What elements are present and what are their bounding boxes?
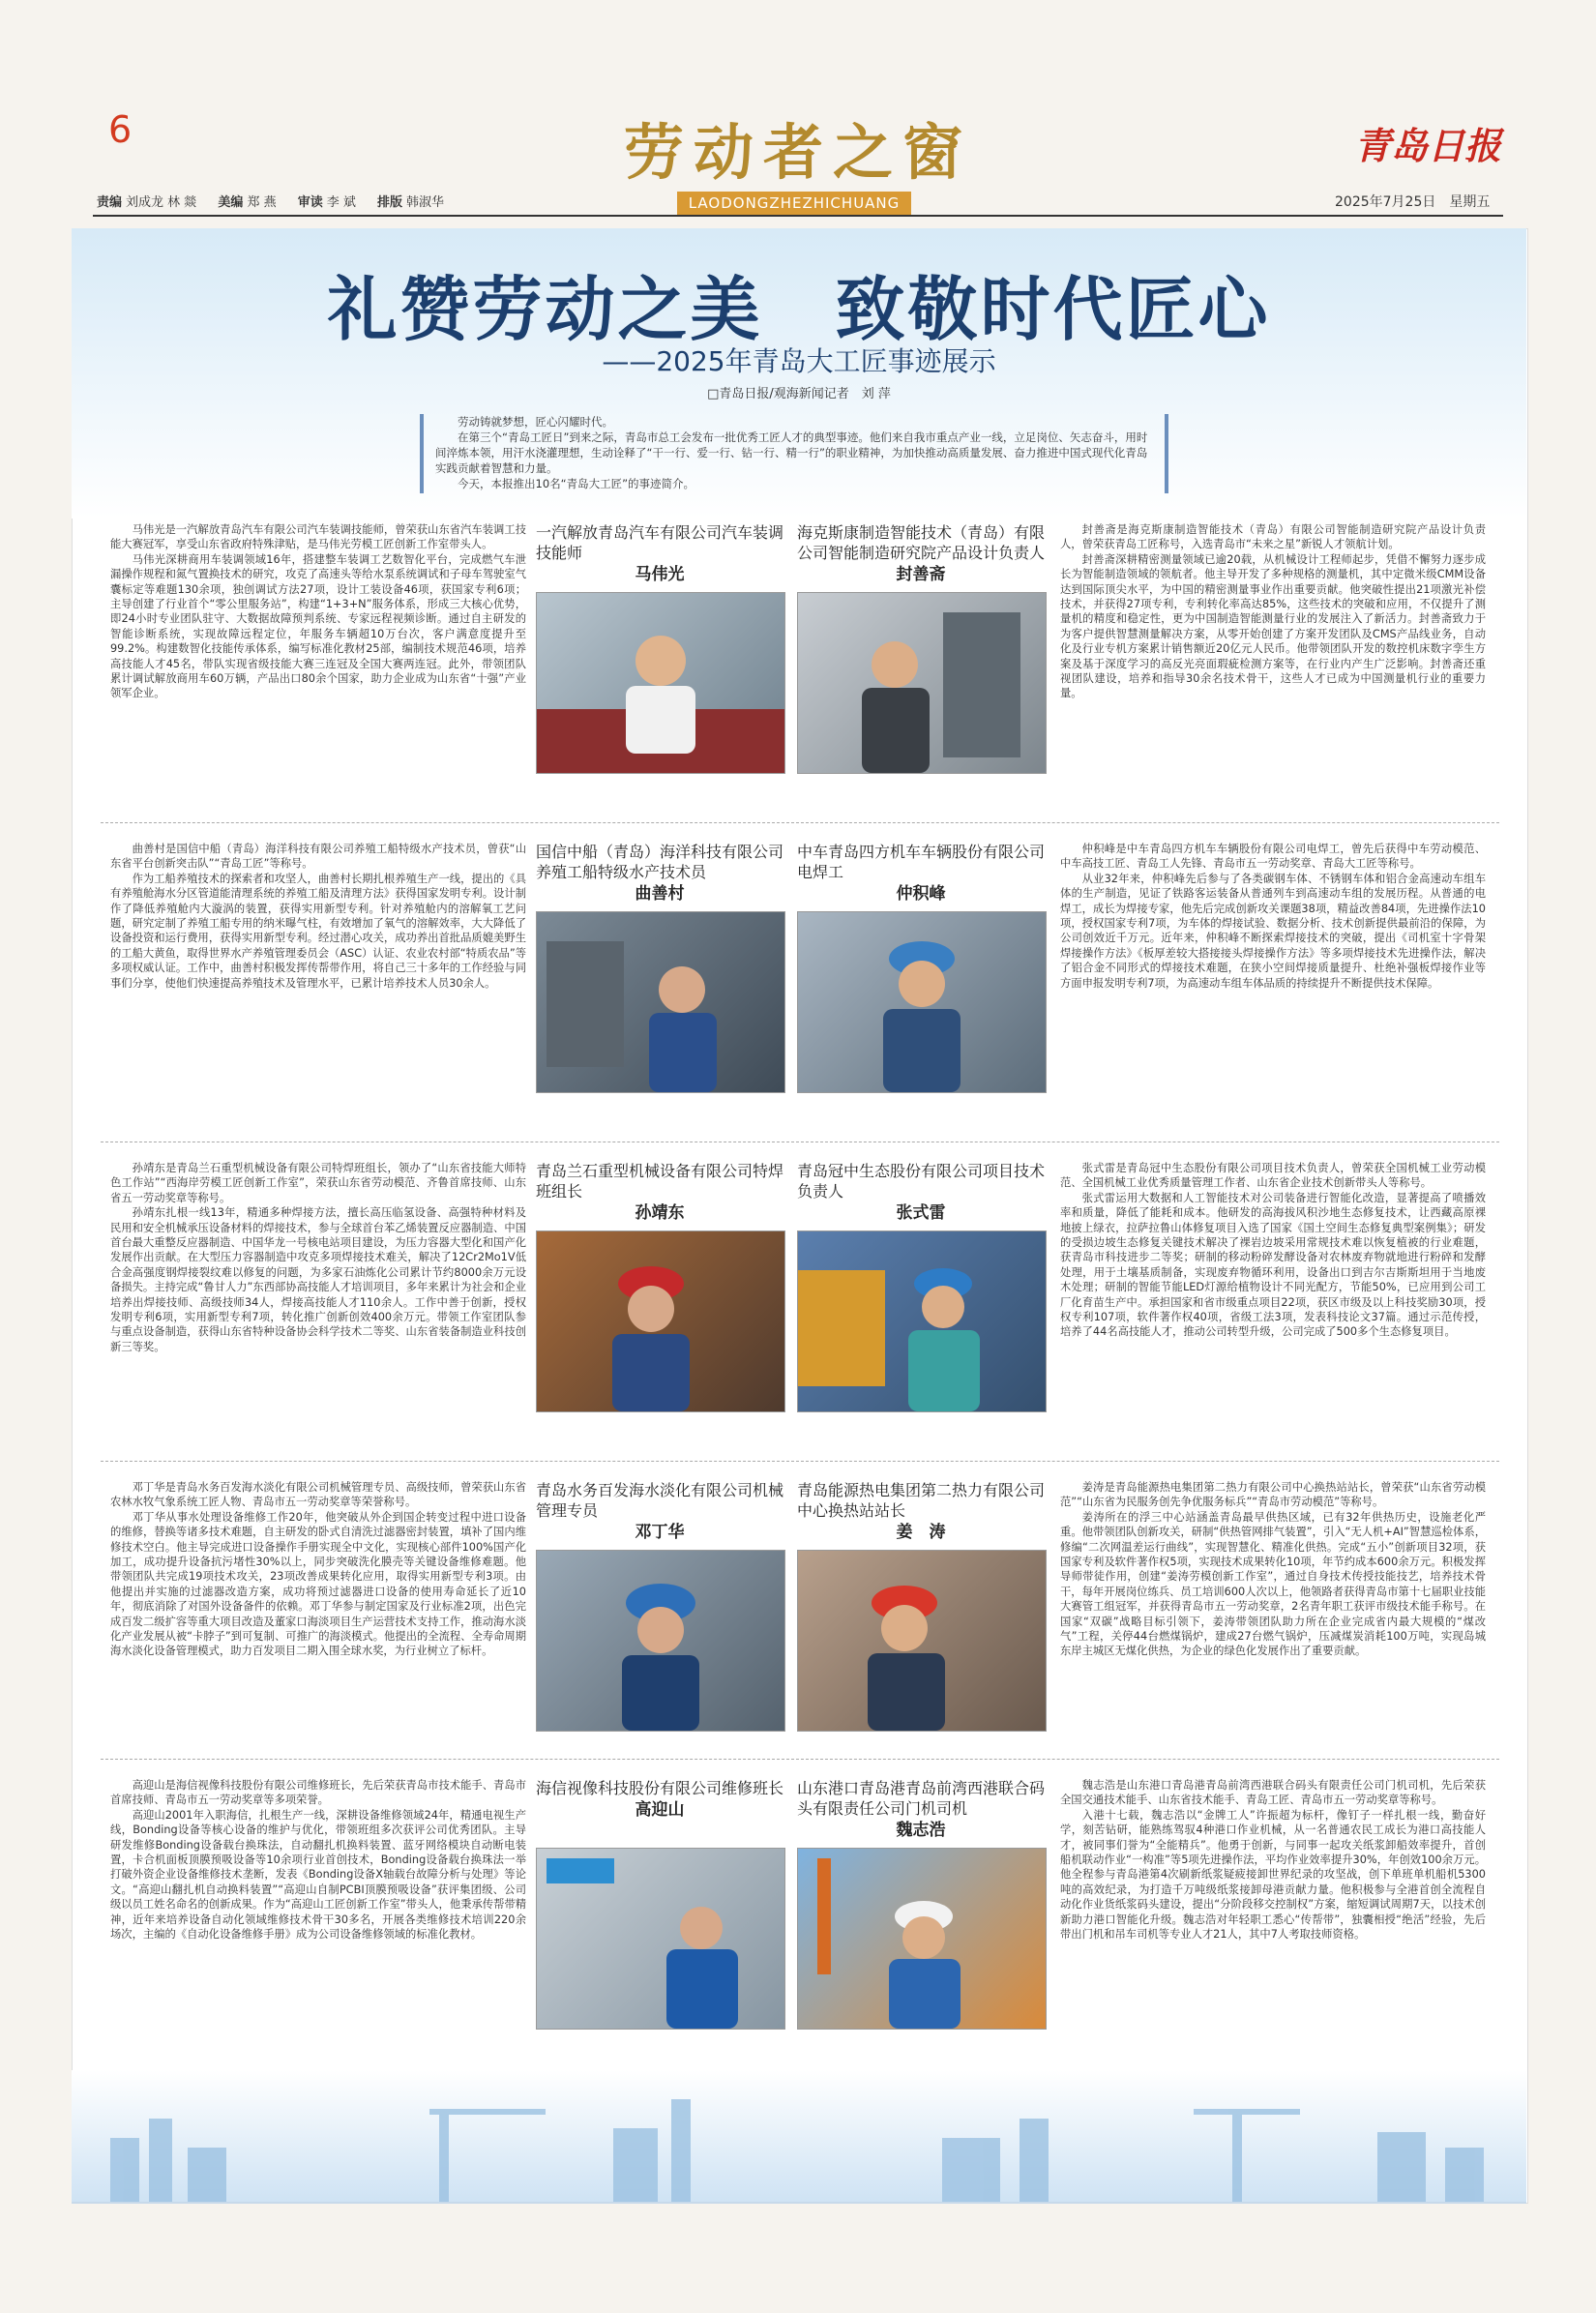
profile-row (81, 832, 1519, 1142)
worker-photo (797, 1848, 1047, 2030)
footer-rule (72, 2202, 1526, 2204)
profile-title-left: 青岛水务百发海水淡化有限公司机械管理专员 邓丁华 (536, 1481, 784, 1542)
profile-row (81, 513, 1519, 822)
profile-title-left: 一汽解放青岛汽车有限公司汽车装调技能师 马伟光 (536, 523, 784, 584)
profile-text-left: 高迎山是海信视像科技股份有限公司维修班长，先后荣获青岛市技术能手、青岛市首席技师、青岛市五一劳动奖章等多项荣誉。 高迎山2001年入职海信，扎根生产一线，深耕设备维修领域24年，精通电视生产线，Bonding设备等核心设备的维护与优化，带领班组多次获评公司优秀团队。主导研发维修Bonding设备载台换珠法，自动翻扎机换料装置、蓝牙网络模块自动断电装置，卡合机面板顶膜预吸设备等10余项行业首创技术，Bonding设备载台换珠法一举打破外资企业设备维修技术垄断，发表《Bonding设备X轴载台故障分析与处理》等论文。“高迎山翻扎机自动换料装置”“高迎山自制PCBI顶膜预吸设备”获评集团级、公司级以员工姓名命名的创新成果。作为“高迎山工匠创新工作室”带头人，他秉承传帮带精神，近年来培养设备自动化领域维修技术骨干30多名，开展各类维修技术培训220余场次，主编的《自动化设备维修手册》成为公司设备维修领域的标准化教材。 (110, 1779, 526, 1942)
profile-text-right: 封善斋是海克斯康制造智能技术（青岛）有限公司智能制造研究院产品设计负责人，曾荣获青岛工匠称号，入选青岛市“未来之星”新锐人才领航计划。 封善斋深耕精密测量领域已逾20载，从机械设计工程师起步，凭借不懈努力逐步成长为智能制造领域的领航者。他主导开发了多种规格的测量机，其中定微米级CMM设备达到国际顶尖水平，为中国的精密测量事业作出重要贡献。他突破性提出21项激光补偿技术，并获得27项专利，专利转化率高达85%，这些技术的突破和应用，不仅提升了测量机的精度和稳定性，更为中国制造智能测量行业的发展注入了新活力。封善斋致力于为客户提供智慧测量解决方案，从零开始创建了方案开发团队及CMS产品线业务，自动化及行业专机方案累计销售额近20亿元人民币。他带领团队开发的数控机床数字孪生方案及基于深度学习的高反光亮面瑕疵检测方案等，在行业内产生广泛影响。封善斋还重视团队建设，培养和指导30余名技术骨干，这些人才已成为中国测量机行业的重要力量。 (1060, 523, 1486, 700)
dateline: 2025年7月25日 星期五 (1335, 194, 1491, 210)
column-pinyin: LAODONGZHEZHICHUANG (677, 192, 911, 215)
profile-title-left: 青岛兰石重型机械设备有限公司特焊班组长 孙靖东 (536, 1162, 784, 1223)
editor-credits: 责编 刘成龙 林 燚 美编 郑 燕 审读 李 斌 排版 韩淑华 (97, 195, 445, 210)
worker-photo (797, 592, 1047, 774)
profile-title-right: 海克斯康制造智能技术（青岛）有限公司智能制造研究院产品设计负责人 封善斋 (797, 523, 1046, 584)
profile-text-left: 邓丁华是青岛水务百发海水淡化有限公司机械管理专员、高级技师，曾荣获山东省农林水牧气象系统工匠人物、青岛市五一劳动奖章等荣誉称号。 邓丁华从事水处理设备维修工作20年，他突破从外企到国企转变过程中进口设备的维修，替换等诸多技术难题，自主研发的卧式自清洗过滤器密封装置，填补了国内维修技术空白。他主导完成进口设备操作手册实现全中文化，实现核心部件100%国产化加工，成功提升设备抗污堵性30%以上，同步突破洗化膜壳等关键设备维修难题。他带领团队共完成19项技术攻关，23项改善成果转化应用，取得实用新型专利3项。由他提出并实施的过滤器改造方案，成功将预过滤器进口设备的使用寿命延长了近10年，彻底消除了对国外设备备件的依赖。邓丁华参与制定国家及行业标准2项，出色完成百发二级扩容等重大项目改造及董家口海淡项目生产运营技术支持工作，推动海水淡化产业发展从被“卡脖子”到可复制、可推广的海淡模式。他提出的全流程、全寿命周期海水淡化设备管理模式，助力百发项目二期入围全球水奖，为行业树立了标杆。 (110, 1481, 526, 1658)
page-number: 6 (108, 108, 133, 151)
profile-text-right: 仲积峰是中车青岛四方机车车辆股份有限公司电焊工，曾先后获得中车劳动模范、中车高技工匠、青岛工人先锋、青岛市五一劳动奖章、青岛大工匠等称号。 从业32年来，仲积峰先后参与了各类碳钢车体、不锈钢车体和铝合金高速动车组车体的生产制造，见证了铁路客运装备从普通列车到高速动车组的发展历程。从普通的电焊工，成长为焊接专家，他先后完成创新攻关课题38项，精益改善84项，先进操作法10项，授权国家专利7项，为车体的焊接试验、数据分析、技术创新提供最前沿的保障，为公司创效近千万元。近年来，仲积峰不断探索焊接技术的突破，提出《司机室十字骨架焊接操作方法》《板厚差较大搭接接头焊接操作方法》等多项焊接技术先进操作法，解决了铝合金不同形式的焊接技术难题，在狭小空间焊接质量提升、杜绝补强板焊接作业等方面申报发明专利7项，为高速动车组车体品质的持续提升不断提供技术保障。 (1060, 843, 1486, 990)
profile-title-left: 海信视像科技股份有限公司维修班长 高迎山 (536, 1779, 784, 1820)
worker-photo (797, 1550, 1047, 1732)
newspaper-logo: 青岛日报 (1354, 124, 1502, 167)
profile-text-left: 曲善村是国信中船（青岛）海洋科技有限公司养殖工船特级水产技术员，曾获“山东省平台创新突击队”“青岛工匠”等称号。 作为工船养殖技术的探索者和攻坚人，曲善村长期扎根养殖生产一线，提出的《具有养殖舱海水分区管道能清理系统的养殖工船及清理方法》获得国家发明专利。设计制作了降低养殖舱内大漩涡的装置，获得实用新型专利。针对养殖舱内的溶解氧工艺问题，研究定制了养殖工船专用的纳米曝气柱，有效增加了氧气的溶解效率，大大降低了设备投资和运行费用，获得实用新型专利。经过潜心攻关，成功养出首批品质媲美野生的工船大黄鱼，取得世界水产养殖管理委员会（ASC）认证、农业农村部“特质农品”等多项权威认证。工作中，曲善村积极发挥传帮带作用，将自己三十多年的工作经验与同事们分享，使他们快速提高养殖技术及管理水平，已累计培养技术人员30余人。 (110, 843, 526, 990)
row-divider (101, 1461, 1499, 1462)
intro-left-bar (420, 414, 424, 493)
profile-text-left: 孙靖东是青岛兰石重型机械设备有限公司特焊班组长，领办了“山东省技能大师特色工作站”“西海岸劳模工匠创新工作室”，荣获山东省劳动模范、齐鲁首席技师、山东省五一劳动奖章等称号。 孙靖东扎根一线13年，精通多种焊接方法，擅长高压临氢设备、高强特种材料及民用和安全机械承压设备材料的焊接技术，参与全球首台苯乙烯装置反应器制造、中国首台最大重整反应器制造、中国华龙一号核电站项目建设，为压力容器大型化和国产化发展作出贡献。在大型压力容器制造中攻克多项焊接技术难关，解决了12Cr2Mo1V低合金高强度钢焊接裂纹难以修复的问题，为多家石油炼化公司累计节约8000余万元设备损失。主持完成“鲁甘人力”东西部协高技能人才培训项目，多年来累计为社会和企业培养出焊接技师、高级技师34人，焊接高技能人才110余人。工作中善于创新，授权发明专利6项，实用新型专利7项，转化推广创新创效400余万元。带领工作室团队参与重点设备制造，获得山东省特种设备协会科学技术二等奖、山东省装备制造业科技创新三等奖。 (110, 1162, 526, 1353)
intro-right-bar (1165, 414, 1168, 493)
article-byline: □青岛日报/观海新闻记者 刘 萍 (707, 387, 891, 401)
worker-photo (536, 1550, 785, 1732)
header-rule (93, 215, 1503, 217)
worker-photo (797, 1231, 1047, 1412)
worker-photo (536, 1848, 785, 2030)
profile-title-right: 青岛冠中生态股份有限公司项目技术负责人 张式雷 (797, 1162, 1046, 1223)
profile-title-right: 青岛能源热电集团第二热力有限公司中心换热站站长 姜 涛 (797, 1481, 1046, 1542)
row-divider (101, 1759, 1499, 1760)
profile-text-right: 张式雷是青岛冠中生态股份有限公司项目技术负责人，曾荣获全国机械工业劳动模范、全国机械工业优秀质量管理工作者、山东省企业技术创新带头人等称号。 张式雷运用大数据和人工智能技术对公司装备进行智能化改造，显著提高了喷播效率和质量，降低了能耗和成本。他研发的高海拔风积沙地生态修复技术，让西藏高原裸地披上绿衣，拉萨拉鲁山体修复项目入选了国家《国土空间生态修复典型案例集》；研发的受损边坡生态修复关键技术解决了裸岩边坡采用常规技术难以恢复植被的行业难题，获青岛市科技进步二等奖；研制的移动粉碎发酵设备对农林废弃物就地进行粉碎和发酵处理，用于土壤基质制备，实现废弃物循环利用，设备出口到吉尔吉斯斯坦用于当地废木处理；研制的智能节能LED灯源给植物设计不同光配方，节能50%，已应用到公司工厂化育苗生产中。承担国家和省市级重点项目22项，获区市级及以上科技奖励30项，授权专利107项，软件著作权40项，省级工法3项，发表科技论文37篇。通过示范传授，培养了44名高技能人才，推动公司转型升级，公司完成了500多个生态修复项目。 (1060, 1162, 1486, 1339)
worker-photo (536, 592, 785, 774)
profile-row (81, 1151, 1519, 1461)
row-divider (101, 822, 1499, 823)
profile-text-right: 魏志浩是山东港口青岛港青岛前湾西港联合码头有限责任公司门机司机，先后荣获全国交通技术能手、山东省技术能手、青岛工匠、青岛市五一劳动奖章等称号。 入港十七载，魏志浩以“金牌工人”许振超为标杆，像钉子一样扎根一线，勤奋好学，刻苦钻研，能熟练驾驭4种港口作业机械，从一名普通农民工成长为港口高技能人才，被同事们誉为“全能精兵”。他勇于创新，与同事一起攻关纸浆卸船效率提升，首创船机联动作业“一构准”等5项先进操作法，平均作业效率提升30%，年创效100余万元。他全程参与青岛港第4次刷新纸浆疑疲接卸世界纪录的攻坚战，创下单班单机船机5300吨的高效纪录，为打造千万吨级纸浆接卸母港贡献力量。他积极参与全港首创全流程自动化作业货纸浆码头建设，提出“分阶段移交控制权”方案，缩短调试周期7天，以技术创新助力港口智能化升级。魏志浩对年轻职工悉心“传帮带”，独囊相授“绝活”经验，先后带出门机和吊车司机等专业人才21人，其中7人考取技师资格。 (1060, 1779, 1486, 1942)
profile-title-left: 国信中船（青岛）海洋科技有限公司养殖工船特级水产技术员 曲善村 (536, 843, 784, 904)
profile-text-right: 姜涛是青岛能源热电集团第二热力有限公司中心换热站站长，曾荣获“山东省劳动模范”“山东省为民服务创先争优服务标兵”“青岛市劳动模范”等称号。 姜涛所在的浮三中心站涵盖青岛最早供热区域，已有32年供热历史，设施老化严重。他带领团队创新攻关，研制“供热管网排气装置”，引入“无人机+AI”智慧巡检体系，修编“二次网温差运行曲线”，实现智慧化、精准化供热。完成“五小”创新项目32项，获国家专利及软件著作权5项，实现技术成果转化10项，年节约成本600余万元。积极发挥导师带徒作用，创建“姜涛劳模创新工作室”，通过自身技术传授技能技艺，培养技术骨干，每年开展岗位练兵、员工培训600人次以上，他领路者获得青岛市第十七届职业技能大赛管工组冠军，并获得青岛市五一劳动奖章，2名青年职工获评市级技术能手称号。在国家“双碳”战略目标引领下，姜涛带领团队助力所在企业完成省内最大规模的“煤改气”工程，关停44台燃煤锅炉，建成27台燃气锅炉，压减煤炭消耗100万吨，实现岛城东岸主城区无煤化供热，为企业的绿色化发展作出了重要贡献。 (1060, 1481, 1486, 1658)
profile-title-right: 中车青岛四方机车车辆股份有限公司电焊工 仲积峰 (797, 843, 1046, 904)
worker-photo (797, 911, 1047, 1093)
profile-row (81, 1470, 1519, 1761)
profile-row (81, 1768, 1519, 2059)
column-title: 劳动者之窗 (623, 117, 972, 188)
article-headline: 礼赞劳动之美 致敬时代匠心 (327, 268, 1271, 350)
article-intro: 劳动铸就梦想，匠心闪耀时代。 在第三个“青岛工匠日”到来之际，青岛市总工会发布一批优秀工匠人才的典型事迹。他们来自我市重点产业一线，立足岗位、矢志奋斗，用时间淬炼本领，用汗水浇灌理想，生动诠释了“干一行、爱一行、钻一行、精一行”的职业精神，为加快推动高质量发展、奋力推进中国式现代化青岛实践贡献着智慧和力量。 今天，本报推出10名“青岛大工匠”的事迹简介。 (435, 415, 1148, 490)
worker-photo (536, 911, 785, 1093)
profile-title-right: 山东港口青岛港青岛前湾西港联合码头有限责任公司门机司机 魏志浩 (797, 1779, 1046, 1840)
skyline-decoration (72, 2070, 1526, 2202)
worker-photo (536, 1231, 785, 1412)
profile-text-left: 马伟光是一汽解放青岛汽车有限公司汽车装调技能师，曾荣获山东省汽车装调工技能大赛冠军，享受山东省政府特殊津贴，是马伟光劳模工匠创新工作室带头人。 马伟光深耕商用车装调领域16年，搭建整车装调工艺数智化平台，完成燃气车泄漏操作规程和氮气置换技术的研究，攻克了高速头等给水泵系统调试和子母车驾驶室气囊标定等难题130余项，独创调试方法27项，设计工装设备46项，获国家专利6项；主导创建了行业首个“零公里服务站”，构建“1+3+N”服务体系，形成三大核心优势，即24小时专业团队驻守、大数据故障预判系统、专家远程视频诊断。通过自主研发的智能诊断系统，实现故障远程定位，年服务车辆超10万台次，客户满意度提升至99.2%。构建数智化技能传承体系，编写标准化教材25部，编制技术规范46项，培养高技能人才45名，带队实现省级技能大赛三连冠及全国大赛两连冠。此外，带领团队累计调试解放商用车60万辆，产品出口80余个国家，助力企业成为山东省“十强”产业领军企业。 (110, 523, 526, 700)
article-subhead: ——2025年青岛大工匠事迹展示 (602, 345, 996, 377)
